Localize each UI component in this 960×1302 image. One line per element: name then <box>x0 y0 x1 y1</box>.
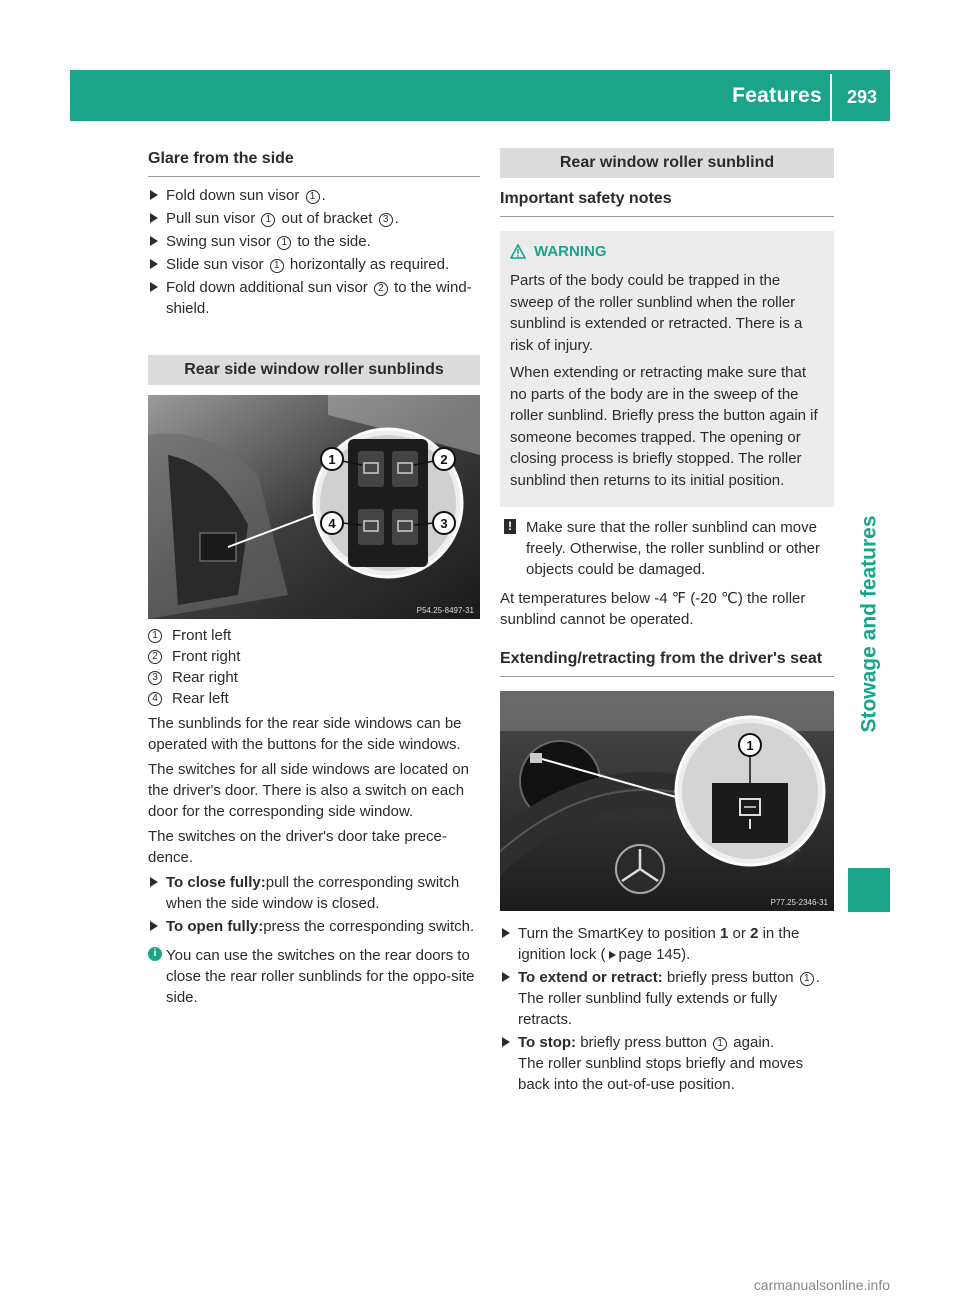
warning-box <box>500 231 834 507</box>
warning-text: When extending or retracting make sure that no parts of the body are in the sweep of the roller sunblind. Briefly press the button again if someone becomes trapped. The opening or closing process is briefly stopped. The roller sunblind then returns to its initial position. <box>510 364 818 489</box>
step-arrow-icon <box>502 1037 510 1047</box>
callout-number: 3 <box>379 213 393 227</box>
callout-number: 2 <box>374 282 388 296</box>
right-column <box>500 148 834 1097</box>
body-paragraph: The switches on the driver's door take prece-dence. <box>148 828 447 866</box>
watermark: carmanualsonline.info <box>753 1277 890 1293</box>
glare-step-1: Fold down sun visor 1 . <box>148 185 480 206</box>
safety-heading: Important safety notes <box>500 188 834 217</box>
steering-wheel-photo <box>500 691 834 911</box>
step-arrow-icon <box>502 972 510 982</box>
legend-item: 2 Front right <box>148 646 480 667</box>
page-number: 293 <box>846 87 878 107</box>
side-tab-label: Stowage and features <box>857 515 881 733</box>
warning-header: WARNING <box>510 241 824 262</box>
callout-number: 2 <box>148 650 162 664</box>
step-arrow-icon <box>150 213 158 223</box>
glare-step-2: Pull sun visor 1 out of bracket 3 . <box>148 208 480 229</box>
legend-item: 3 Rear right <box>148 667 480 688</box>
glare-step-4: Slide sun visor 1 horizontally as required. <box>148 254 480 275</box>
chapter-marker-block <box>848 868 890 912</box>
extend-retract-step: To extend or retract: briefly press button 1 . The roller sunblind fully extends or fully retracts. <box>500 967 834 1030</box>
svg-text:1: 1 <box>328 452 336 467</box>
svg-text:3: 3 <box>440 516 448 531</box>
caution-note: ! Make sure that the roller sunblind can move freely. Otherwise, the roller sunblind or other objects could be damaged. <box>500 517 834 580</box>
step-arrow-icon <box>150 236 158 246</box>
image-code: P54.25-8497-31 <box>416 606 474 615</box>
glare-step-3: Swing sun visor 1 to the side. <box>148 231 480 252</box>
info-note: i You can use the switches on the rear doors to close the rear roller sunblinds for the oppo-site side. <box>148 945 480 1008</box>
temperature-note: At temperatures below -4 ℉ (-20 ℃) the roller sunblind cannot be operated. <box>500 590 806 628</box>
body-paragraph: The switches for all side windows are located on the driver's door. There is also a switch on each door for the corresponding side window. <box>148 761 469 820</box>
rear-window-banner: Rear window roller sunblind <box>500 148 834 178</box>
callout-number: 1 <box>270 259 284 273</box>
callout-number: 1 <box>746 738 754 753</box>
callout-number: 1 <box>713 1037 727 1051</box>
legend-item: 4 Rear left <box>148 688 480 709</box>
stop-step: To stop: briefly press button 1 again. The roller sunblind stops briefly and moves back into the out-of-use position. <box>500 1032 834 1095</box>
legend-item: 1 Front left <box>148 625 480 646</box>
step-arrow-icon <box>150 877 158 887</box>
svg-text:4: 4 <box>328 516 336 531</box>
warning-icon <box>510 244 526 259</box>
step-arrow-icon <box>150 259 158 269</box>
glare-heading: Glare from the side <box>148 148 480 177</box>
extend-heading: Extending/retracting from the driver's seat <box>500 648 834 677</box>
exclamation-icon: ! <box>504 519 516 534</box>
chapter-side-tab <box>848 424 890 824</box>
info-icon: i <box>148 947 162 961</box>
close-fully-step: To close fully:pull the corresponding switch when the side window is closed. <box>148 872 480 914</box>
header-divider <box>830 74 832 121</box>
step-arrow-icon <box>150 921 158 931</box>
body-paragraph: The sunblinds for the rear side windows can be operated with the buttons for the side windows. <box>148 715 462 753</box>
rear-side-banner: Rear side window roller sunblinds <box>148 355 480 385</box>
smartkey-step: Turn the SmartKey to position 1 or 2 in the ignition lock ( page 145). <box>500 923 834 965</box>
page-reference-link[interactable]: page 145). <box>618 946 691 963</box>
page-header <box>70 70 890 121</box>
callout-number: 3 <box>148 671 162 685</box>
steering-wheel-illustration <box>500 691 834 911</box>
callout-number: 1 <box>261 213 275 227</box>
warning-text: Parts of the body could be trapped in the sweep of the roller sunblind when the roller sunblind is extended or retracted. There is a risk of injury. <box>510 272 803 354</box>
callout-number: 1 <box>148 629 162 643</box>
callout-number: 1 <box>277 236 291 250</box>
callout-number: 1 <box>306 190 320 204</box>
chapter-title: Features <box>732 84 822 107</box>
open-fully-step: To open fully:press the corresponding switch. <box>148 916 480 937</box>
image-code: P77.25-2346-31 <box>770 898 828 907</box>
callout-number: 1 <box>800 972 814 986</box>
svg-text:2: 2 <box>440 452 448 467</box>
page-reference-icon <box>609 951 616 959</box>
step-arrow-icon <box>150 190 158 200</box>
step-arrow-icon <box>150 282 158 292</box>
callout-number: 4 <box>148 692 162 706</box>
door-switch-illustration <box>148 395 480 619</box>
glare-step-5: Fold down additional sun visor 2 to the wind-shield. <box>148 277 480 319</box>
left-column <box>148 148 480 1008</box>
step-arrow-icon <box>502 928 510 938</box>
door-switch-photo <box>148 395 480 619</box>
